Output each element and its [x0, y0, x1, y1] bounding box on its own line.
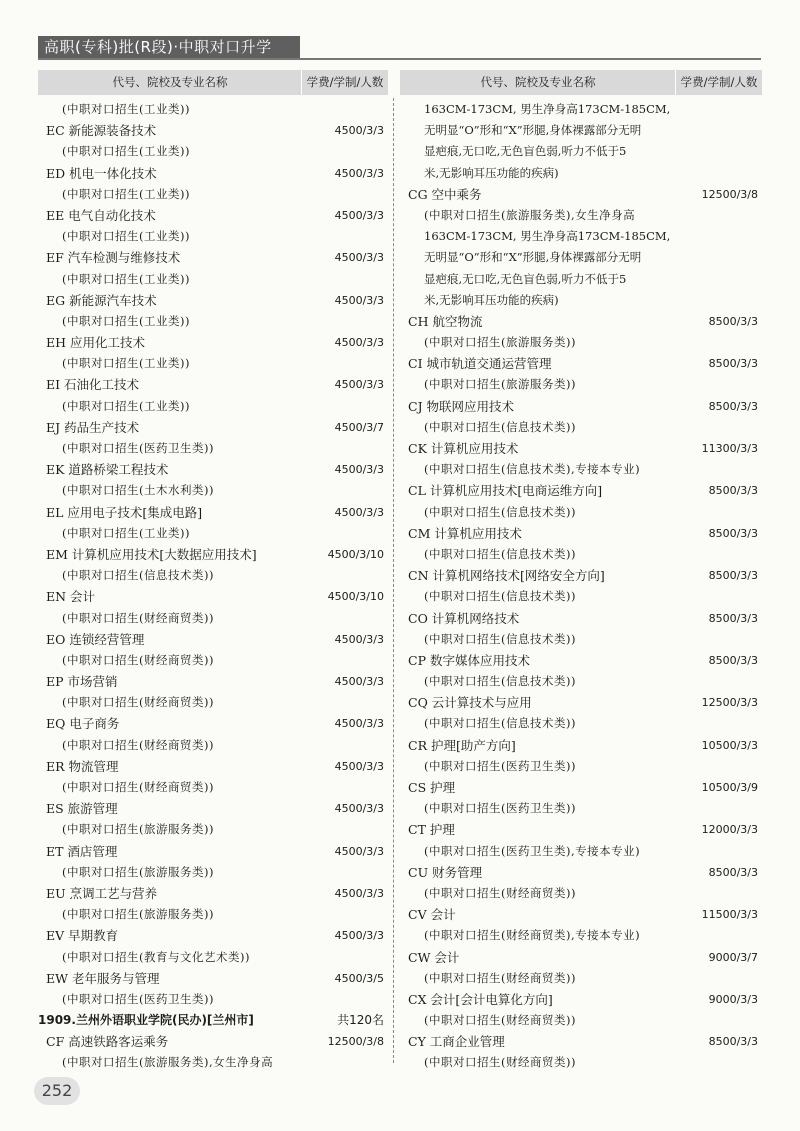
note-text: 无明显“O”形和“X”形腿,身体裸露部分无明	[424, 123, 642, 138]
major-name: CF 高速铁路客运乘务	[46, 1034, 169, 1050]
note-text: (中职对口招生(财经商贸类))	[62, 737, 214, 752]
major-name: EF 汽车检测与维修技术	[46, 250, 181, 266]
note-row	[38, 608, 388, 629]
fee-term-quota: 8500/3/3	[708, 314, 758, 328]
fee-term-quota: 4500/3/3	[334, 166, 384, 180]
note-text: (中职对口招生(工业类))	[62, 229, 190, 244]
fee-term-quota: 4500/3/3	[334, 717, 384, 731]
fee-term-quota: 4500/3/5	[334, 971, 384, 985]
note-text: (中职对口招生(信息技术类))	[424, 589, 576, 604]
note-text: (中职对口招生(旅游服务类))	[62, 822, 214, 837]
major-row	[400, 608, 762, 629]
note-row	[400, 502, 762, 523]
major-row	[38, 798, 388, 819]
note-row	[38, 523, 388, 544]
note-row	[400, 841, 762, 862]
major-name: CH 航空物流	[408, 313, 483, 329]
note-text: (中职对口招生(工业类))	[62, 271, 190, 286]
note-text: (中职对口招生(信息技术类))	[424, 631, 576, 646]
major-name: EE 电气自动化技术	[46, 207, 156, 223]
fee-term-quota: 4500/3/3	[334, 208, 384, 222]
note-row	[38, 904, 388, 925]
fee-term-quota: 4500/3/3	[334, 251, 384, 265]
note-row	[400, 163, 762, 184]
major-row	[400, 904, 762, 925]
note-row	[38, 1052, 388, 1073]
fee-term-quota: 8500/3/3	[708, 484, 758, 498]
page-title: 高职(专科)批(R段)·中职对口升学	[38, 36, 300, 58]
fee-term-quota: 4500/3/3	[334, 378, 384, 392]
note-row	[400, 332, 762, 353]
major-row	[38, 968, 388, 989]
note-row	[38, 99, 388, 120]
fee-term-quota: 8500/3/3	[708, 357, 758, 371]
note-text: (中职对口招生(旅游服务类))	[62, 907, 214, 922]
fee-term-quota: 10500/3/3	[701, 738, 758, 752]
note-row	[400, 1010, 762, 1031]
major-name: CW 会计	[408, 949, 460, 965]
major-row	[400, 777, 762, 798]
major-row	[400, 353, 762, 374]
fee-term-quota: 4500/3/3	[334, 336, 384, 350]
fee-term-quota: 8500/3/3	[708, 569, 758, 583]
note-text: 显疤痕,无口吃,无色盲色弱,听力不低于5	[424, 271, 627, 286]
note-text: (中职对口招生(旅游服务类),女生净身高	[62, 1055, 274, 1070]
title-divider	[38, 58, 761, 60]
note-text: (中职对口招生(医药卫生类))	[424, 758, 576, 773]
note-text: (中职对口招生(财经商贸类))	[62, 695, 214, 710]
major-row	[400, 989, 762, 1010]
fee-term-quota: 4500/3/3	[334, 675, 384, 689]
fee-term-quota: 12500/3/8	[327, 1035, 384, 1049]
major-name: ET 酒店管理	[46, 843, 118, 859]
major-row	[400, 438, 762, 459]
note-text: (中职对口招生(工业类))	[62, 356, 190, 371]
note-row	[400, 141, 762, 162]
fee-term-quota: 8500/3/3	[708, 865, 758, 879]
note-text: 显疤痕,无口吃,无色盲色弱,听力不低于5	[424, 144, 627, 159]
note-text: (中职对口招生(工业类))	[62, 398, 190, 413]
major-name: CT 护理	[408, 822, 455, 838]
major-name: EU 烹调工艺与营养	[46, 885, 158, 901]
major-name: ED 机电一体化技术	[46, 165, 157, 181]
note-row	[400, 374, 762, 395]
fee-term-quota: 4500/3/10	[327, 547, 384, 561]
note-text: (中职对口招生(工业类))	[62, 525, 190, 540]
table-header-right	[400, 70, 762, 95]
note-row	[400, 671, 762, 692]
major-row	[38, 120, 388, 141]
major-name: CV 会计	[408, 907, 456, 923]
left-column	[38, 99, 388, 1074]
note-row	[400, 99, 762, 120]
major-name: EW 老年服务与管理	[46, 970, 160, 986]
major-name: CQ 云计算技术与应用	[408, 695, 532, 711]
fee-term-quota: 8500/3/3	[708, 653, 758, 667]
note-row	[400, 968, 762, 989]
note-row	[38, 184, 388, 205]
major-name: EV 早期教育	[46, 928, 119, 944]
page-number: 252	[34, 1077, 80, 1105]
major-name: EK 道路桥梁工程技术	[46, 462, 169, 478]
note-text: (中职对口招生(医药卫生类))	[424, 801, 576, 816]
note-text: (中职对口招生(工业类))	[62, 186, 190, 201]
note-text: (中职对口招生(财经商贸类))	[424, 1013, 576, 1028]
major-row	[400, 184, 762, 205]
note-row	[38, 947, 388, 968]
fee-term-quota: 4500/3/3	[334, 505, 384, 519]
fee-term-quota: 4500/3/3	[334, 886, 384, 900]
note-text: (中职对口招生(旅游服务类),女生净身高	[424, 207, 636, 222]
note-text: (中职对口招生(医药卫生类))	[62, 991, 214, 1006]
major-row	[400, 692, 762, 713]
note-row	[400, 1052, 762, 1073]
note-text: (中职对口招生(教育与文化艺术类))	[62, 949, 250, 964]
note-text: (中职对口招生(财经商贸类))	[424, 885, 576, 900]
header-fee-column: 学费/学制/人数	[301, 70, 388, 95]
header-fee-column: 学费/学制/人数	[675, 70, 762, 95]
major-row	[38, 883, 388, 904]
note-text: (中职对口招生(信息技术类))	[424, 419, 576, 434]
note-row	[38, 438, 388, 459]
note-row	[400, 247, 762, 268]
note-text: (中职对口招生(旅游服务类))	[62, 864, 214, 879]
major-name: CM 计算机应用技术	[408, 525, 522, 541]
major-row	[38, 205, 388, 226]
note-text: (中职对口招生(财经商贸类))	[424, 970, 576, 985]
major-name: CJ 物联网应用技术	[408, 398, 515, 414]
major-name: EM 计算机应用技术[大数据应用技术]	[46, 546, 257, 562]
header-name-column: 代号、院校及专业名称	[480, 75, 596, 89]
note-row	[400, 925, 762, 946]
note-text: (中职对口招生(信息技术类))	[424, 504, 576, 519]
major-row	[38, 502, 388, 523]
school-row	[38, 1010, 388, 1031]
fee-term-quota: 11300/3/3	[701, 442, 758, 455]
right-column	[400, 99, 762, 1074]
fee-term-quota: 8500/3/3	[708, 399, 758, 413]
note-text: (中职对口招生(医药卫生类),专接本专业)	[424, 843, 641, 858]
major-name: CK 计算机应用技术	[408, 441, 519, 456]
major-name: CU 财务管理	[408, 864, 483, 880]
major-name: CS 护理	[408, 780, 456, 795]
note-row	[400, 713, 762, 734]
major-name: EI 石油化工技术	[46, 377, 140, 393]
school-name: 1909.兰州外语职业学院(民办)[兰州市]	[38, 1013, 254, 1028]
fee-term-quota: 8500/3/3	[708, 526, 758, 540]
header-name-column: 代号、院校及专业名称	[112, 75, 228, 89]
fee-term-quota: 10500/3/9	[701, 781, 758, 794]
major-name: EP 市场营销	[46, 674, 118, 690]
note-row	[38, 269, 388, 290]
fee-term-quota: 8500/3/3	[708, 611, 758, 625]
major-name: ES 旅游管理	[46, 801, 118, 817]
fee-term-quota: 11500/3/3	[701, 908, 758, 922]
major-row	[38, 332, 388, 353]
major-name: ER 物流管理	[46, 758, 119, 774]
major-row	[38, 247, 388, 268]
column-divider	[393, 98, 394, 1063]
fee-term-quota: 9000/3/3	[708, 992, 758, 1006]
note-row	[38, 141, 388, 162]
major-name: EG 新能源汽车技术	[46, 292, 157, 308]
fee-term-quota: 4500/3/3	[334, 463, 384, 477]
note-row	[38, 819, 388, 840]
fee-term-quota: 4500/3/3	[334, 929, 384, 943]
fee-term-quota: 4500/3/3	[334, 124, 384, 138]
note-text: (中职对口招生(工业类))	[62, 102, 190, 116]
major-name: EQ 电子商务	[46, 716, 120, 732]
note-text: (中职对口招生(工业类))	[62, 144, 190, 159]
note-row	[38, 650, 388, 671]
note-row	[38, 692, 388, 713]
note-text: 163CM-173CM, 男生净身高173CM-185CM,	[424, 102, 671, 116]
note-text: 无明显“O”形和“X”形腿,身体裸露部分无明	[424, 250, 642, 265]
note-row	[38, 777, 388, 798]
major-row	[38, 374, 388, 395]
fee-term-quota: 4500/3/3	[334, 844, 384, 858]
major-row	[38, 459, 388, 480]
note-row	[400, 226, 762, 247]
major-row	[38, 544, 388, 565]
note-text: (中职对口招生(财经商贸类),专接本专业)	[424, 928, 641, 943]
major-name: EJ 药品生产技术	[46, 419, 140, 435]
major-row	[38, 163, 388, 184]
note-row	[400, 120, 762, 141]
major-row	[38, 756, 388, 777]
major-name: CY 工商企业管理	[408, 1034, 505, 1050]
major-row	[38, 671, 388, 692]
note-row	[400, 756, 762, 777]
major-name: CN 计算机网络技术[网络安全方向]	[408, 568, 605, 584]
note-text: 163CM-173CM, 男生净身高173CM-185CM,	[424, 229, 671, 244]
note-row	[38, 311, 388, 332]
note-row	[400, 629, 762, 650]
fee-term-quota: 12500/3/8	[701, 187, 758, 201]
note-row	[38, 565, 388, 586]
note-row	[38, 226, 388, 247]
major-name: EC 新能源装备技术	[46, 123, 157, 139]
note-row	[400, 798, 762, 819]
fee-term-quota: 9000/3/7	[708, 950, 758, 964]
table-header-left	[38, 70, 388, 95]
note-row	[38, 862, 388, 883]
fee-term-quota: 4500/3/10	[327, 590, 384, 604]
major-name: CI 城市轨道交通运营管理	[408, 356, 552, 372]
note-text: (中职对口招生(信息技术类))	[424, 716, 576, 731]
note-row	[38, 353, 388, 374]
major-row	[38, 925, 388, 946]
note-text: 米,无影响耳压功能的疾病)	[424, 292, 559, 307]
fee-term-quota: 4500/3/3	[334, 632, 384, 646]
major-row	[400, 565, 762, 586]
fee-term-quota: 4500/3/3	[334, 802, 384, 816]
major-name: CL 计算机应用技术[电商运维方向]	[408, 483, 603, 499]
note-text: (中职对口招生(信息技术类))	[424, 546, 576, 561]
major-row	[400, 947, 762, 968]
major-name: EN 会计	[46, 589, 96, 605]
note-text: (中职对口招生(信息技术类))	[424, 674, 576, 689]
major-row	[400, 396, 762, 417]
major-row	[38, 841, 388, 862]
major-row	[38, 1031, 388, 1052]
major-name: CX 会计[会计电算化方向]	[408, 991, 553, 1007]
note-text: (中职对口招生(财经商贸类))	[62, 652, 214, 667]
fee-term-quota: 4500/3/3	[334, 759, 384, 773]
note-text: (中职对口招生(旅游服务类))	[424, 335, 576, 350]
major-name: CP 数字媒体应用技术	[408, 652, 530, 668]
major-name: EH 应用化工技术	[46, 335, 145, 351]
note-row	[38, 735, 388, 756]
note-text: (中职对口招生(医药卫生类))	[62, 441, 214, 455]
major-row	[38, 417, 388, 438]
major-row	[400, 523, 762, 544]
major-name: CR 护理[助产方向]	[408, 737, 516, 753]
school-quota: 共120名	[337, 1013, 384, 1028]
note-text: (中职对口招生(财经商贸类))	[62, 610, 214, 625]
major-row	[400, 480, 762, 501]
fee-term-quota: 4500/3/3	[334, 293, 384, 307]
fee-term-quota: 4500/3/7	[334, 420, 384, 434]
note-text: (中职对口招生(财经商贸类))	[62, 780, 214, 794]
note-text: (中职对口招生(财经商贸类))	[424, 1055, 576, 1070]
note-row	[400, 883, 762, 904]
note-row	[38, 480, 388, 501]
note-row	[400, 269, 762, 290]
note-row	[38, 989, 388, 1010]
major-row	[400, 311, 762, 332]
major-row	[38, 586, 388, 607]
major-name: EO 连锁经营管理	[46, 631, 145, 647]
major-row	[400, 1031, 762, 1052]
note-row	[400, 417, 762, 438]
note-text: (中职对口招生(土木水利类))	[62, 483, 214, 498]
note-text: 米,无影响耳压功能的疾病)	[424, 165, 559, 180]
fee-term-quota: 12500/3/3	[701, 696, 758, 710]
major-row	[400, 650, 762, 671]
note-row	[400, 544, 762, 565]
note-row	[400, 459, 762, 480]
note-text: (中职对口招生(信息技术类),专接本专业)	[424, 462, 641, 477]
note-row	[400, 586, 762, 607]
major-row	[38, 629, 388, 650]
major-name: EL 应用电子技术[集成电路]	[46, 504, 203, 520]
fee-term-quota: 8500/3/3	[708, 1035, 758, 1049]
major-name: CG 空中乘务	[408, 186, 482, 202]
major-row	[400, 862, 762, 883]
major-row	[38, 713, 388, 734]
major-row	[400, 819, 762, 840]
note-row	[400, 290, 762, 311]
major-name: CO 计算机网络技术	[408, 610, 520, 626]
major-row	[400, 735, 762, 756]
note-text: (中职对口招生(信息技术类))	[62, 568, 214, 583]
note-row	[38, 396, 388, 417]
fee-term-quota: 12000/3/3	[701, 823, 758, 837]
note-row	[400, 205, 762, 226]
note-text: (中职对口招生(旅游服务类))	[424, 377, 576, 392]
major-row	[38, 290, 388, 311]
note-text: (中职对口招生(工业类))	[62, 313, 190, 328]
